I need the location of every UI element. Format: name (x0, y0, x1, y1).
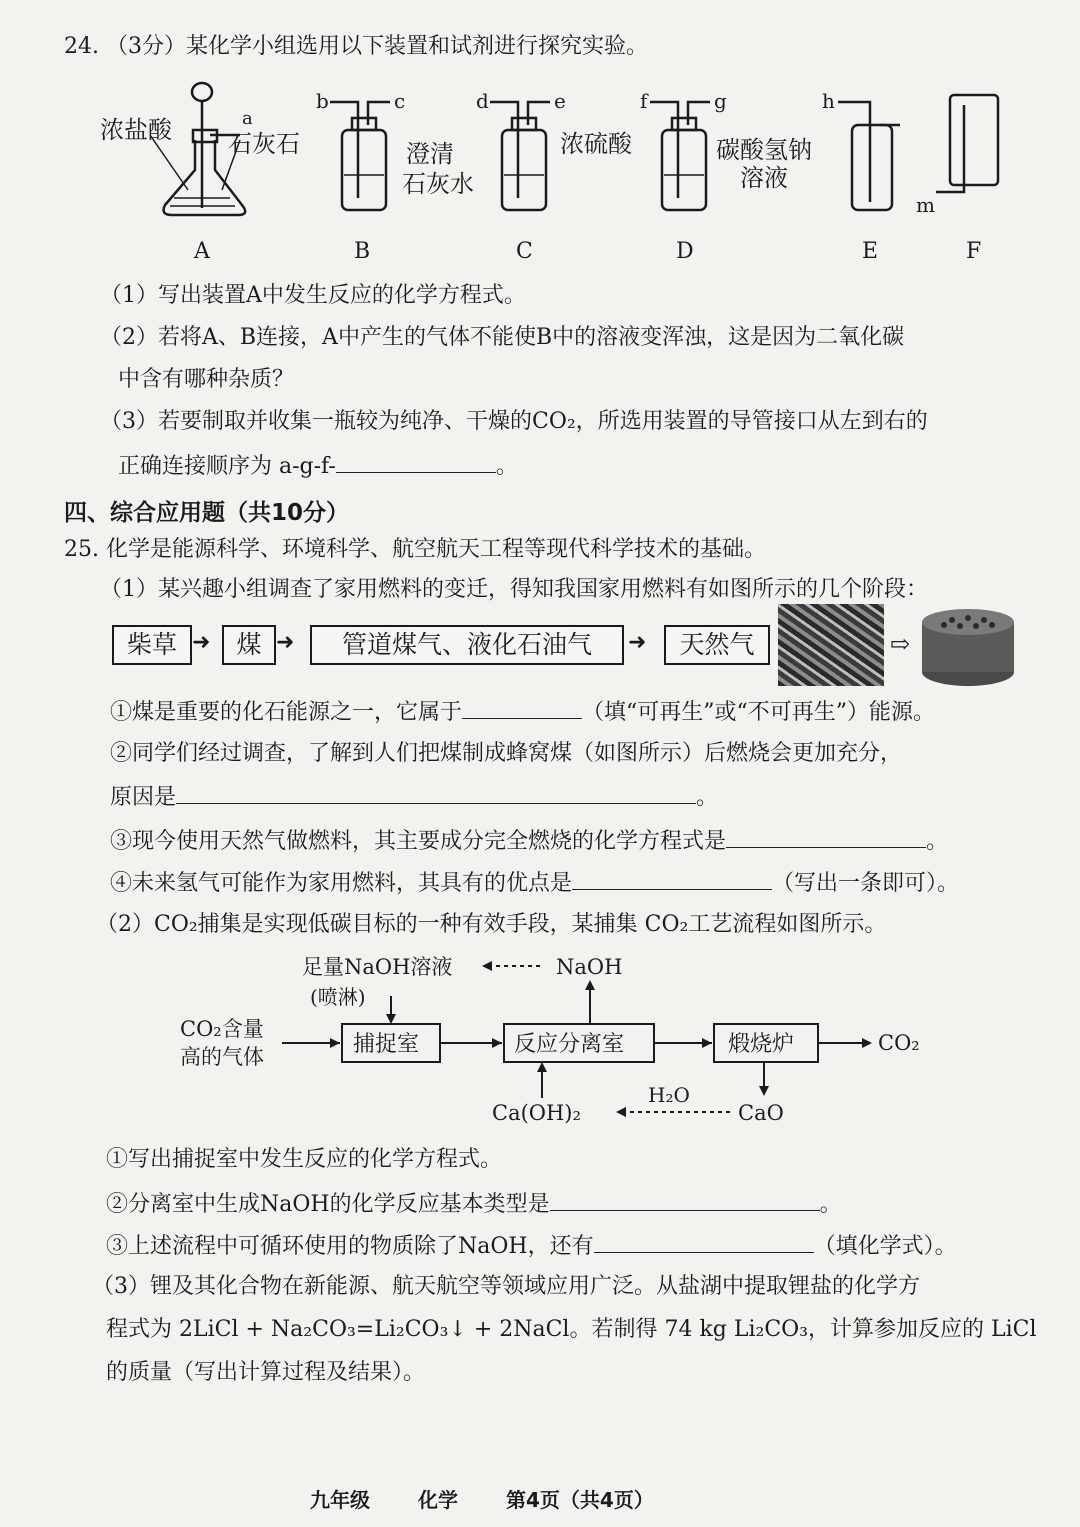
q25-p1-q3-answer-blank[interactable] (726, 825, 926, 848)
reagent-limewater-2: 石灰水 (402, 170, 474, 198)
q25-p1-intro: （1）某兴趣小组调查了家用燃料的变迁，得知我国家用燃料有如图所示的几个阶段： (100, 577, 928, 602)
port-h: h (822, 89, 835, 113)
port-e: e (554, 89, 566, 113)
port-f: f (640, 89, 648, 113)
apparatus-b-bottle (342, 130, 386, 210)
footer-grade: 九年级 (310, 1488, 370, 1512)
q25-p1-q1-answer-blank[interactable] (462, 696, 582, 719)
q25-p1-q1-suffix: （填“可再生”或“不可再生”）能源。 (582, 700, 936, 725)
port-c: c (394, 89, 406, 113)
apparatus-diagram (90, 80, 1030, 270)
q25-p1-q2-line2 (110, 781, 718, 813)
q25-p3-line1: （3）锂及其化合物在新能源、航天航空等领域应用广泛。从盐湖中提取锂盐的化学方 (92, 1274, 920, 1299)
process-capture-chamber: 捕捉室 (353, 1032, 420, 1057)
q25-p2-q3-answer-blank[interactable] (594, 1230, 814, 1253)
process-furnace: 煅烧炉 (728, 1032, 795, 1057)
transform-arrow-icon: ⇨ (890, 630, 911, 658)
q24-sub3-prefix: 正确连接顺序为 a-g-f- (118, 454, 336, 479)
process-separation-chamber: 反应分离室 (514, 1032, 625, 1057)
q25-p1-q2-answer-blank[interactable] (176, 781, 696, 804)
port-b: b (316, 89, 329, 113)
q25-p1-q4-prefix: ④未来氢气可能作为家用燃料，其具有的优点是 (110, 871, 573, 896)
q25-p2-q2-answer-blank[interactable] (550, 1188, 820, 1211)
q25-p1-q3 (110, 825, 948, 857)
q24-sub2-line1: （2）若将A、B连接，A中产生的气体不能使B中的溶液变浑浊，这是因为二氧化碳 (100, 325, 905, 350)
q25-p3-line3: 的质量（写出计算过程及结果）。 (106, 1360, 426, 1385)
port-a: a (242, 108, 253, 129)
q25-p1-q3-suffix: 。 (926, 829, 949, 854)
coal-photo (778, 604, 884, 686)
q25-p2-q3-suffix: （填化学式）。 (813, 1234, 957, 1259)
process-cao: CaO (738, 1101, 784, 1125)
process-spray: (喷淋) (310, 985, 366, 1009)
section4-title: 四、综合应用题（共10分） (64, 500, 350, 526)
label-a: A (194, 239, 210, 264)
q25-p2-intro: （2）CO₂捕集是实现低碳目标的一种有效手段，某捕集 CO₂工艺流程如图所示。 (96, 912, 887, 937)
label-e: E (862, 239, 879, 264)
q25-p2-q2-prefix: ②分离室中生成NaOH的化学反应基本类型是 (106, 1192, 550, 1217)
q25-p2-q3-prefix: ③上述流程中可循环使用的物质除了NaOH，还有 (106, 1234, 594, 1259)
q25-p2-q1: ①写出捕捉室中发生反应的化学方程式。 (106, 1147, 503, 1172)
port-d: d (476, 89, 489, 113)
footer-page-number: 第4页（共4页） (506, 1488, 654, 1512)
footer-subject: 化学 (418, 1488, 458, 1512)
fuel-stage-2: 煤 (222, 625, 276, 665)
q24-sub3-answer-blank[interactable] (336, 450, 496, 473)
q25-p1-q1-prefix: ①煤是重要的化石能源之一，它属于 (110, 700, 463, 725)
process-co2-out: CO₂ (878, 1031, 920, 1055)
q24-sub3-line1: （3）若要制取并收集一瓶较为纯净、干燥的CO₂，所选用装置的导管接口从左到右的 (100, 409, 928, 434)
label-c: C (516, 239, 533, 264)
q25-stem: 25. 化学是能源科学、环境科学、航空航天工程等现代科学技术的基础。 (64, 537, 766, 562)
q25-p3-line2: 程式为 2LiCl + Na₂CO₃=Li₂CO₃↓ + 2NaCl。若制得 74 kg Li₂CO₃，计算参加反应的 LiCl (106, 1317, 1037, 1342)
q25-p1-q2-line1: ②同学们经过调查，了解到人们把煤制成蜂窝煤（如图所示）后燃烧会更加充分， (110, 741, 903, 766)
honeycomb-briquette-image (918, 606, 1018, 688)
process-naoh-out: NaOH (556, 955, 623, 979)
q25-p1-q1 (110, 696, 935, 728)
label-f: F (966, 239, 982, 264)
reagent-nahco3-1: 碳酸氢钠 (716, 136, 812, 164)
flow-arrow-icon: ➜ (628, 630, 647, 655)
apparatus-c-bottle (502, 130, 546, 210)
q24-sub3-suffix: 。 (495, 454, 518, 479)
q24-stem: 24. （3分）某化学小组选用以下装置和试剂进行探究实验。 (64, 34, 648, 59)
reagent-hcl: 浓盐酸 (100, 116, 172, 144)
apparatus-e-bottle (852, 125, 892, 210)
q24-sub2-line2: 中含有哪种杂质？ (118, 367, 295, 392)
process-caoh2: Ca(OH)₂ (492, 1101, 581, 1125)
q25-p2-q2-suffix: 。 (819, 1192, 842, 1217)
apparatus-f-bottle (950, 95, 998, 185)
reagent-limestone: 石灰石 (228, 130, 300, 158)
port-m: m (916, 193, 935, 217)
process-naoh-feed: 足量NaOH溶液 (302, 955, 453, 979)
q25-p1-q4-answer-blank[interactable] (572, 867, 772, 890)
process-gas-in-1: CO₂含量 (180, 1017, 264, 1041)
q25-p1-q2-suffix: 。 (696, 785, 719, 810)
fuel-stage-3: 管道煤气、液化石油气 (310, 625, 624, 665)
reagent-h2so4: 浓硫酸 (560, 130, 632, 158)
co2-capture-process-diagram (170, 948, 930, 1134)
q25-p2-q3 (106, 1230, 957, 1262)
reagent-nahco3-2: 溶液 (740, 164, 788, 192)
flow-arrow-icon: ➜ (276, 630, 295, 655)
q24-sub1: （1）写出装置A中发生反应的化学方程式。 (100, 283, 526, 308)
label-b: B (354, 239, 371, 264)
flow-arrow-icon: ➜ (192, 630, 211, 655)
q25-p2-q2 (106, 1188, 842, 1220)
label-d: D (676, 239, 694, 264)
q25-p1-q2-prefix: 原因是 (110, 785, 177, 810)
q24-sub3-line2 (118, 450, 518, 482)
port-g: g (714, 89, 727, 113)
process-gas-in-2: 高的气体 (180, 1045, 264, 1069)
fuel-stage-1: 柴草 (112, 625, 192, 665)
reagent-limewater-1: 澄清 (406, 140, 454, 168)
process-h2o: H₂O (648, 1083, 690, 1107)
q25-p1-q4-suffix: （写出一条即可）。 (772, 871, 960, 896)
q25-p1-q3-prefix: ③现今使用天然气做燃料，其主要成分完全燃烧的化学方程式是 (110, 829, 727, 854)
apparatus-d-bottle (662, 130, 706, 210)
q25-p1-q4 (110, 867, 959, 899)
fuel-stage-4: 天然气 (664, 625, 770, 665)
